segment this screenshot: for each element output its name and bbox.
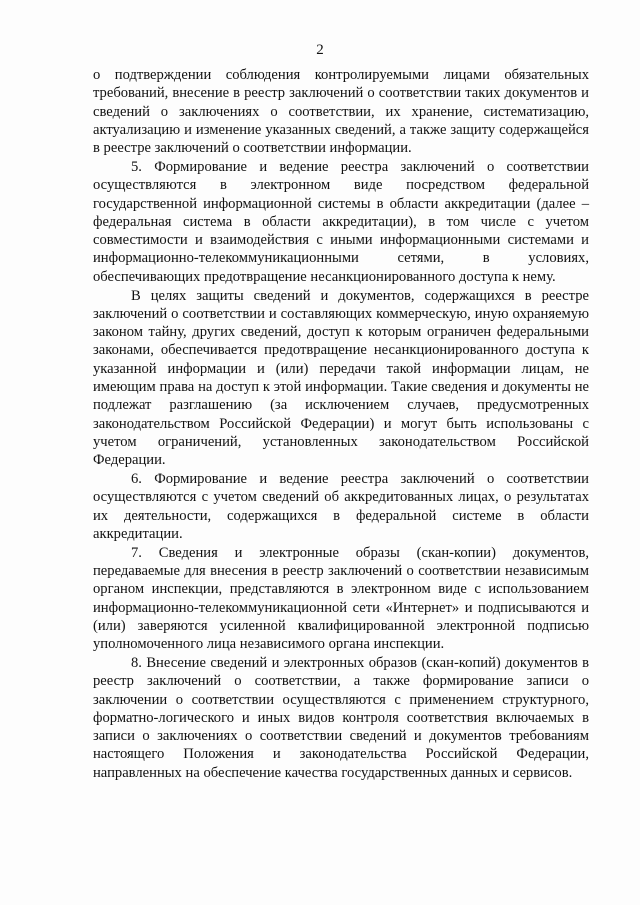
paragraph-item-6: 6. Формирование и ведение реестра заключений о соответствии осуществляются с учетом сведений об аккредитованных лицах, о результатах их деятельности, содержащихся в федеральной системе в области аккредитации.: [93, 471, 589, 542]
paragraph-item-7: 7. Сведения и электронные образы (скан-копии) документов, передаваемые для внесения в реестр заключений о соответствии независимым органом инспекции, представляются в электронном виде с использованием информационно-телекоммуникационной сети «Интернет» и подписываются и (или) заверяются усиленной квалифицированной электронной подписью уполномоченного лица независимого органа инспекции.: [93, 544, 589, 653]
paragraph-item-8: 8. Внесение сведений и электронных образов (скан-копий) документов в реестр заключений о соответствии, а также формирование записи о заключении о соответствии осуществляются с применением структурного, форматно-логического и иных видов контроля соответствия включаемых в записи о заключениях о соответствии сведений и документов требованиям настоящего Положения и законодательства Российской Федерации, направленных на обеспечение качества государственных данных и сервисов.: [93, 655, 589, 781]
document-body: [93, 66, 589, 782]
page-number: 2: [316, 42, 324, 58]
paragraph-continuation: о подтверждении соблюдения контролируемыми лицами обязательных требований, внесение в реестр заключений о соответствии таких документов и сведений о заключениях о соответствии, их хранение, систематизацию, актуализацию и изменение указанных сведений, а также защиту содержащейся в реестре заключений о соответствии информации.: [93, 67, 589, 157]
paragraph-item-5: 5. Формирование и ведение реестра заключений о соответствии осуществляются в электронном виде посредством федеральной государственной информационной системы в области аккредитации (далее – федеральная система в области аккредитации), в том числе с учетом совместимости и взаимодействия с иными информационными системами и информационно-телекоммуникационными сетями, в условиях, обеспечивающих предотвращение несанкционированного доступа к нему.: [93, 158, 589, 285]
paragraph-data-protection: В целях защиты сведений и документов, содержащихся в реестре заключений о соответствии и составляющих коммерческую, иную охраняемую законом тайну, других сведений, доступ к которым ограничен федеральными законами, обеспечивается предотвращение несанкционированного доступа к указанной информации и (или) передачи такой информации лицам, не имеющим права на доступ к этой информации. Такие сведения и документы не подлежат разглашению (за исключением случаев, предусмотренных законодательством Российской Федерации) и могут быть использованы с учетом ограничений, установленных законодательством Российской Федерации.: [93, 287, 589, 469]
